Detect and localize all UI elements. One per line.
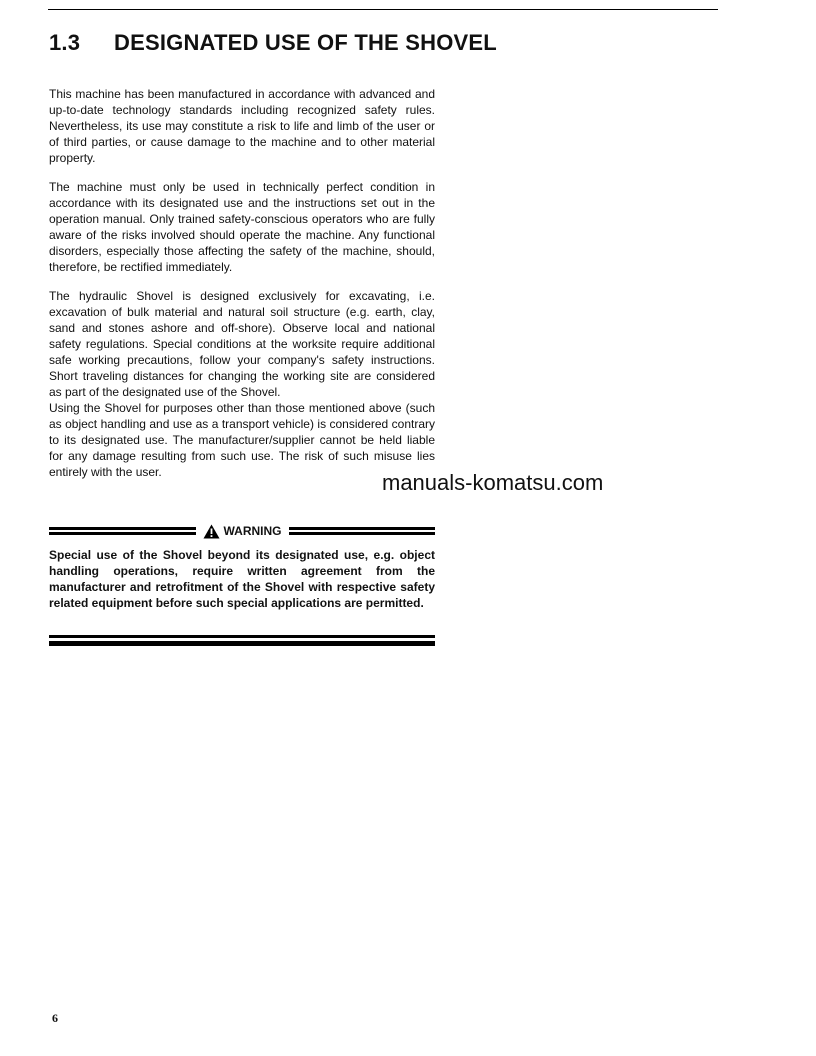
page-number: 6: [52, 1011, 58, 1025]
paragraph-intro: This machine has been manufactured in accordance with advanced and up-to-date technology standards including recognized safety rules. Nevertheless, its use may constitute a risk to life and limb of the user or of third parties, or cause damage to the machine and to other material property.: [49, 87, 435, 165]
warning-rule-left: [49, 527, 196, 535]
paragraph-condition: The machine must only be used in technically perfect condition in accordance with its designated use and the instructions set out in the operation manual. Only trained safety-conscious operators who are fully aware of the risks involved should operate the machine. Any functional disorders, especially those affecting the safety of the machine, should, therefore, be rectified immediately.: [49, 180, 435, 274]
warning-rule-right: [289, 527, 436, 535]
section-number: 1.3: [49, 30, 81, 55]
body-text: [49, 86, 435, 480]
warning-label-text: WARNING: [223, 524, 282, 538]
paragraph-misuse: Using the Shovel for purposes other than those mentioned above (such as object handling and use as a transport vehicle) is considered contrary to its designated use. The manufacturer/supplier cannot be held liable for any damage resulting from such use. The risk of such misuse lies entirely with the user.: [49, 401, 435, 479]
paragraph-designated-use: The hydraulic Shovel is designed exclusively for excavating, i.e. excavation of bulk material and natural soil structure (e.g. earth, clay, sand and stones ashore and off-shore). Observe local and national safety regulations. Special conditions at the worksite require additional safe working precautions, follow your company's safety instructions. Short traveling distances for changing the working site are considered as part of the designated use of the Shovel.: [49, 289, 435, 399]
watermark: manuals-komatsu.com: [382, 470, 604, 495]
warning-text: Special use of the Shovel beyond its designated use, e.g. object handling operations, require written agreement from the manufacturer and retrofitment of the Shovel with respective safety related equipment before such special applications are permitted.: [49, 548, 435, 610]
warning-triangle-icon: [203, 524, 220, 539]
top-rule: [48, 9, 718, 10]
warning-bottom-rule: [49, 635, 435, 646]
warning-header: [49, 521, 435, 541]
section-heading: [49, 30, 497, 56]
section-title: DESIGNATED USE OF THE SHOVEL: [114, 30, 497, 55]
warning-label: [196, 524, 289, 539]
